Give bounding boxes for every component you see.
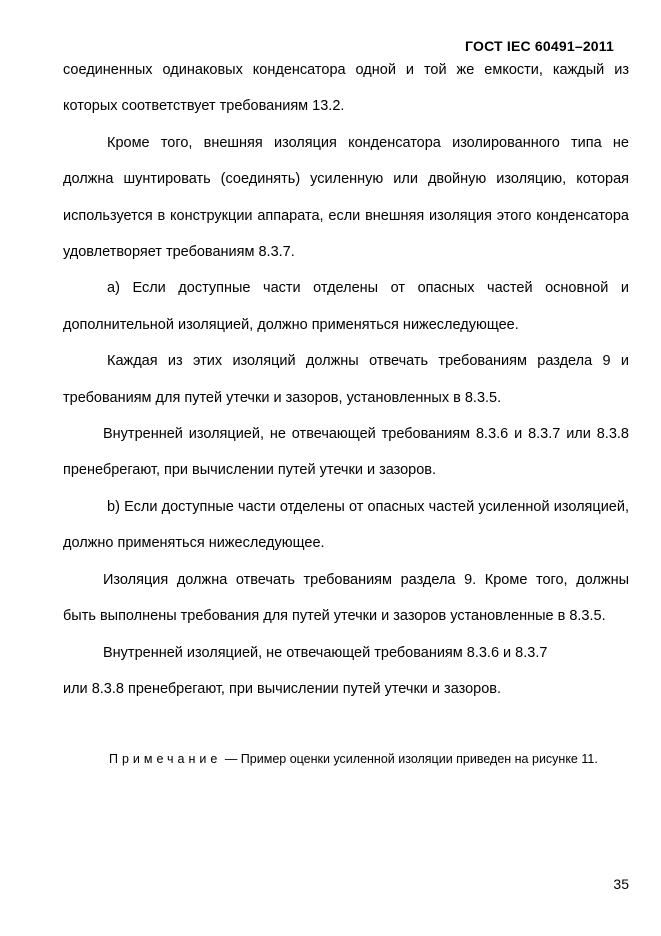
paragraph-continuation: соединенных одинаковых конденсатора одной и той же емкости, каждый из которых соответствует требованиям 13.2. — [63, 62, 629, 115]
paragraph-item-a: а) Если доступные части отделены от опасных частей основной и дополнительной изоляцией, должно применяться нижеследующее. — [63, 280, 629, 333]
paragraph-item-b: b) Если доступные части отделены от опасных частей усиленной изоляцией, должно применяться нижеследующее. — [63, 498, 629, 552]
document-code: ГОСТ IEC 60491–2011 — [465, 38, 614, 54]
document-body — [63, 52, 629, 707]
page-number: 35 — [613, 876, 629, 892]
paragraph-capacitor-insulation: Кроме того, внешняя изоляция конденсатора изолированного типа не должна шунтировать (соединять) усиленную или двойную изоляцию, которая используется в конструкции аппарата, если внешняя изоляция этого конденсатора удовлетворяет требованиям 8.3.7. — [63, 134, 629, 261]
paragraph-item-b-internal-line1: Внутренней изоляцией, не отвечающей требованиям 8.3.6 и 8.3.7 — [103, 644, 548, 661]
note-label: Примечание — [109, 752, 222, 766]
paragraph-item-a-internal: Внутренней изоляцией, не отвечающей требованиям 8.3.6 и 8.3.7 или 8.3.8 пренебрегают, при вычислении путей утечки и зазоров. — [63, 426, 629, 479]
paragraph-item-a-requirements: Каждая из этих изоляций должны отвечать требованиям раздела 9 и требованиям для путей утечки и зазоров, установленных в 8.3.5. — [63, 353, 629, 406]
note-text: — Пример оценки усиленной изоляции приведен на рисунке 11. — [221, 752, 598, 766]
note — [63, 741, 619, 777]
paragraph-item-b-requirements: Изоляция должна отвечать требованиям раздела 9. Кроме того, должны быть выполнены требования для путей утечки и зазоров установленные в 8.3.5. — [63, 571, 629, 625]
paragraph-item-b-internal-line2: или 8.3.8 пренебрегают, при вычислении путей утечки и зазоров. — [63, 680, 502, 697]
